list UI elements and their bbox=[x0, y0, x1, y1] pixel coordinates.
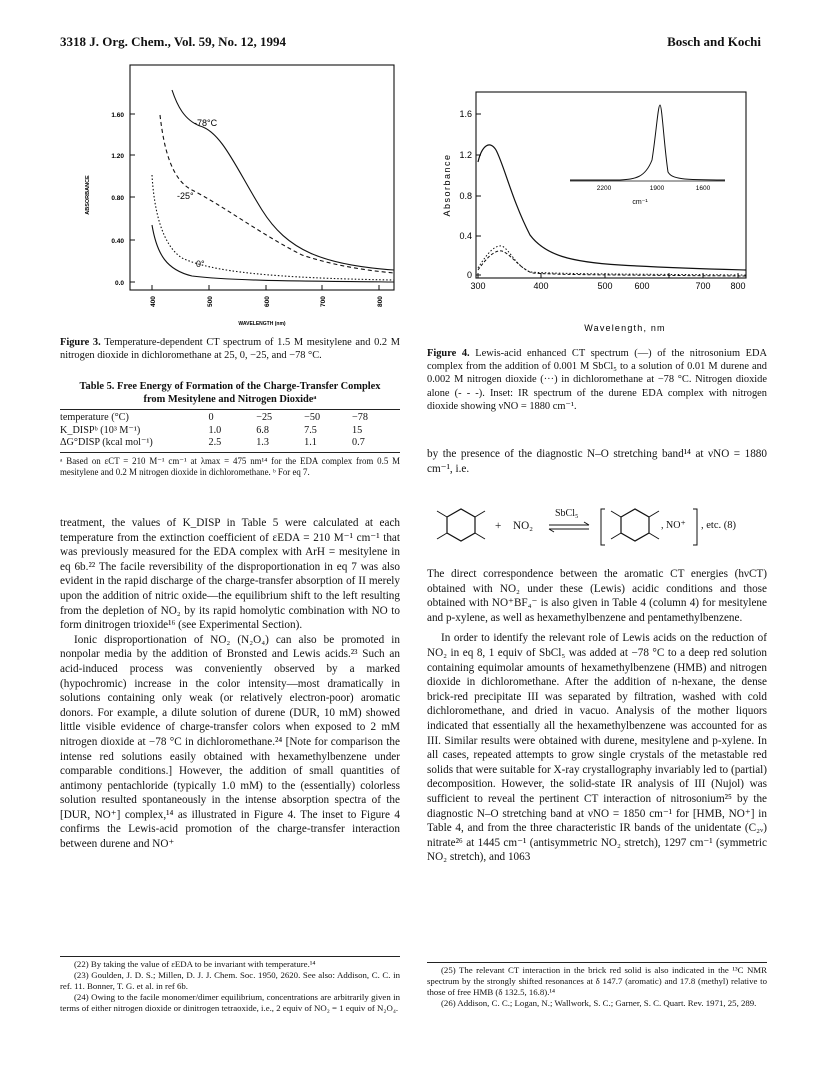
figure3-xlabel: WAVELENGTH (nm) bbox=[238, 321, 286, 327]
table5-grid bbox=[60, 412, 400, 449]
figure4-ytick-1: 1.6 bbox=[459, 109, 472, 119]
figure3-frame bbox=[130, 65, 394, 290]
figure3-xtick-3: 600 bbox=[264, 296, 271, 307]
table5 bbox=[60, 380, 400, 478]
figure3-ytick-5: 0.0 bbox=[114, 280, 124, 287]
table5-title: Table 5. Free Energy of Formation of the Charge-Transfer Complex from Mesitylene and Nitrogen Dioxideᵃ bbox=[79, 381, 381, 406]
figure3-caption-text: Temperature-dependent CT spectrum of 1.5 M mesitylene and 0.2 M nitrogen dioxide in dichloromethane at 25, 0, −25, and −78 °C. bbox=[60, 337, 400, 362]
figure4-xtick-5: 700 bbox=[695, 281, 711, 291]
figure3-ytick-4: 0.40 bbox=[111, 238, 124, 245]
figure3-ytick-1: 1.60 bbox=[111, 112, 124, 119]
figure4-inset bbox=[570, 105, 725, 206]
figure4-inset-tick-2: 1900 bbox=[649, 185, 665, 192]
equation-reagent: NO₂ bbox=[513, 520, 534, 532]
figure4-curve-durene bbox=[478, 246, 746, 275]
figure3-chart bbox=[72, 60, 402, 332]
right-footnotes bbox=[427, 965, 767, 1009]
figure4-ytick-4: 0.4 bbox=[459, 231, 472, 241]
figure3-xtick-2: 500 bbox=[207, 296, 214, 307]
figure4-yticks bbox=[459, 109, 481, 280]
table-row bbox=[60, 437, 400, 449]
figure4-xtick-3: 500 bbox=[597, 281, 613, 291]
right-footnote-rule bbox=[427, 962, 767, 963]
figure3-label-0: 0° bbox=[196, 259, 205, 269]
figure3-ylabel: ABSORBANCE bbox=[85, 175, 91, 215]
table5-cell: 1.3 bbox=[256, 437, 269, 449]
figure4-ytick-3: 0.8 bbox=[459, 191, 472, 201]
figure3-xtick-1: 400 bbox=[150, 296, 157, 307]
figure4-ytick-2: 1.2 bbox=[459, 150, 472, 160]
table5-cell: −78 bbox=[352, 412, 368, 424]
table5-cell: 2.5 bbox=[208, 437, 222, 449]
figure4-ytick-5: 0 bbox=[466, 270, 472, 280]
figure3-curve-minus25 bbox=[160, 115, 394, 273]
equation-plus: + bbox=[495, 520, 502, 532]
right-column-body bbox=[427, 567, 767, 865]
footnote: (24) Owing to the facile monomer/dimer equilibrium, concentrations are arbitrarily given in terms of either nitrogen dioxide or dinitrogen tetraoxide, i.e., 2 equiv of NO₂ = 1 equiv of N₂O₄. bbox=[60, 992, 400, 1013]
table-row bbox=[60, 425, 400, 437]
table5-cell: −50 bbox=[304, 412, 321, 424]
footnote: (25) The relevant CT interaction in the brick red solid is also indicated in the ¹³C NMR spectrum by the strongly shifted resonances at δ 147.7 (aromatic) and 17.8 (methyl) relative to those of free HMB (δ 132.5, 16.8).¹⁴ bbox=[427, 965, 767, 997]
figure4-caption-label: Figure 4. bbox=[427, 348, 470, 359]
figure4-xtick-4: 600 bbox=[634, 281, 650, 291]
figure3-label-minus25: -25° bbox=[177, 191, 194, 201]
table5-row-label: K_DISPᵇ (10³ M⁻¹) bbox=[60, 424, 141, 436]
paragraph: treatment, the values of K_DISP in Table 5 were calculated at each temperature from the extinction coefficient of εEDA = 210 M⁻¹ cm⁻¹ that was previously measured for the EDA complex with ArH = mesitylene in eq 6b.²² The facile reversibility of the disproportionation in eq 7 was also evident in the rapid discharge of the charge-transfer absorption of II merely upon the addition of nitric oxide—the equilibrium shift to the left resulting from the depletion of NO₂ by its rapid homolytic combination with NO to form dinitrogen trioxide¹⁶ (see Experimental Section). bbox=[60, 517, 400, 632]
figure4-xtick-6: 800 bbox=[730, 281, 746, 291]
figure4-curve-lewis bbox=[478, 145, 746, 270]
running-header-right: Bosch and Kochi bbox=[667, 34, 761, 49]
figure4-inset-tick-3: 1600 bbox=[695, 185, 711, 192]
left-footnotes bbox=[60, 959, 400, 1014]
table5-footnote: ᵃ Based on εCT = 210 M⁻¹ cm⁻¹ at λmax = 475 nm¹⁴ for the EDA complex from 0.5 M mesitylene and 0.2 M nitrogen dioxide in dichloromethane. ᵇ For eq 7. bbox=[60, 455, 400, 477]
paragraph: The direct correspondence between the aromatic CT energies (hνCT) obtained with NO₂ under these (Lewis) acidic conditions and those obtained with NO⁺BF₄⁻ is also given in Table 4 (column 4) for mesitylene and p-xylene, as well as hexamethylbenzene and pentamethylbenzene. bbox=[427, 568, 767, 624]
figure4-xtick-2: 400 bbox=[533, 281, 549, 291]
table5-row-label: temperature (°C) bbox=[60, 412, 129, 424]
table-row bbox=[60, 412, 400, 424]
figure3-xtick-4: 700 bbox=[320, 296, 327, 307]
figure3-ytick-3: 0.80 bbox=[111, 195, 124, 202]
paragraph: Ionic disproportionation of NO₂ (N₂O₄) can also be promoted in nonpolar media by the addition of Bronsted and Lewis acids.²³ Such an acid-induced process was conveniently observed by a marked (hypochromic) increase in the color intensity—most dramatically in solutions containing only weak (or relatively electron-poor) aromatic donors. For example, a dilute solution of durene (DUR, 10 mM) showed little visible evidence of charge-transfer colors when exposed to 2 mM nitrogen dioxide at −78 °C in dichloromethane.²⁴ [Note for comparison the intense red solutions easily obtained with hexamethylbenzene under comparable conditions.] However, the addition of small quantities of antimony pentachloride (typically 1.0 mM) to the (essentially) colorless solution resulted spontaneously in the intense absorption spectra of the [DUR, NO⁺] complex,¹⁴ as illustrated in Figure 4. The inset to Figure 4 confirms the Lewis-acid promotion of the charge-transfer interaction between durene and NO⁺ bbox=[60, 633, 400, 851]
figure4-ylabel: Absorbance bbox=[442, 153, 452, 217]
table5-cell: 0.7 bbox=[352, 437, 365, 449]
figure4-xlabel: Wavelength, nm bbox=[584, 323, 666, 333]
figure3-yticks bbox=[111, 112, 135, 287]
figure4-curve-no2 bbox=[478, 251, 746, 276]
table5-cell: 6.8 bbox=[256, 424, 269, 436]
figure3-xticks bbox=[150, 285, 384, 307]
figure3-caption-label: Figure 3. bbox=[60, 337, 101, 348]
figure4-caption-text: Lewis-acid enhanced CT spectrum (—) of the nitrosonium EDA complex from the addition of 0.001 M SbCl₅ to a solution of 0.01 M durene and 0.002 M nitrogen dioxide (···) in dichloromethane at −78 °C. Nitrogen dioxide alone (- - -). Inset: IR spectrum of the durene EDA complex with nitrogen dioxide showing νNO = 1880 cm⁻¹. bbox=[427, 348, 767, 412]
figure4-xtick-1: 300 bbox=[470, 281, 486, 291]
running-header-left: 3318 J. Org. Chem., Vol. 59, No. 12, 1994 bbox=[60, 34, 287, 49]
figure3-label-minus78: -78°C bbox=[194, 118, 218, 128]
footnote: (23) Goulden, J. D. S.; Millen, D. J. J. Chem. Soc. 1950, 2620. See also: Addison, C. C. in ref. 11. Bonner, T. G. et al. in ref 6b. bbox=[60, 970, 400, 991]
equation-8 bbox=[427, 505, 767, 551]
equation-catalyst: SbCl₅ bbox=[555, 508, 579, 519]
table5-cell: 7.5 bbox=[304, 424, 317, 436]
table5-row-label: ΔG°DISP (kcal mol⁻¹) bbox=[60, 437, 153, 449]
figure3-xtick-5: 800 bbox=[377, 296, 384, 307]
left-column-body bbox=[60, 516, 400, 852]
table5-cell: 15 bbox=[352, 424, 363, 436]
figure3-ytick-2: 1.20 bbox=[111, 153, 124, 160]
paragraph: In order to identify the relevant role of Lewis acids on the reduction of NO₂ in eq 8, 1 equiv of SbCl₅ was added at −78 °C to a deep red solution containing equimolar amounts of hexamethylbenzene (HMB) and nitrogen dioxide in dichloromethane. After the addition of n-hexane, the dense brick-red precipitate III was separated by filtration, washed with cold dichloromethane, and dried in vacuo. Analysis of the mother liquors indicated that essentially all the hexamethylbenzene was accounted for as III. Similar results were obtained with durene, mesitylene and p-xylene. In all cases, repeated attempts to grow single crystals of the metastable red solids that were suitable for X-ray crystallography invariably led to (partial) decomposition. However, the solid-state IR analysis of III (Nujol) was sufficient to reveal the pertinent CT interaction of nitrosonium²⁵ by the diagnostic N–O stretching band at νNO = 1850 cm⁻¹ for [HMB, NO⁺] in Table 4, and from the three characteristic IR bands of the unidentate (C₂ᵥ) nitrate²⁶ at 1445 cm⁻¹ (antisymmetric NO₂ stretch), 1297 cm⁻¹ (symmetric NO₂ stretch), and 1063 bbox=[427, 632, 767, 864]
table5-bottom-rule bbox=[60, 452, 400, 453]
figure4-inset-unit: cm⁻¹ bbox=[632, 199, 648, 206]
table5-cell: −25 bbox=[256, 412, 273, 424]
footnote: (26) Addison, C. C.; Logan, N.; Wallwork, S. C.; Garner, S. C. Quart. Rev. 1971, 25, 289. bbox=[441, 998, 757, 1008]
table5-cell: 0 bbox=[208, 412, 214, 424]
footnote: (22) By taking the value of εEDA to be invariant with temperature.¹⁴ bbox=[74, 959, 316, 969]
table5-top-rule bbox=[60, 409, 400, 410]
table5-cell: 1.1 bbox=[304, 437, 317, 449]
figure3-curve-minus78 bbox=[172, 90, 394, 270]
right-body-top: by the presence of the diagnostic N–O stretching band¹⁴ at νNO = 1880 cm⁻¹, i.e. bbox=[427, 448, 767, 475]
figure4-inset-tick-1: 2200 bbox=[596, 185, 612, 192]
figure3-curve-25 bbox=[152, 225, 394, 282]
equation-tail: , etc. (8) bbox=[701, 520, 736, 531]
equation-product: , NO⁺ bbox=[661, 520, 686, 531]
left-footnote-rule bbox=[60, 956, 400, 957]
figure3-caption bbox=[60, 336, 400, 362]
table5-cell: 1.0 bbox=[208, 424, 222, 436]
figure4-caption bbox=[427, 347, 767, 413]
figure4-chart bbox=[420, 90, 765, 342]
